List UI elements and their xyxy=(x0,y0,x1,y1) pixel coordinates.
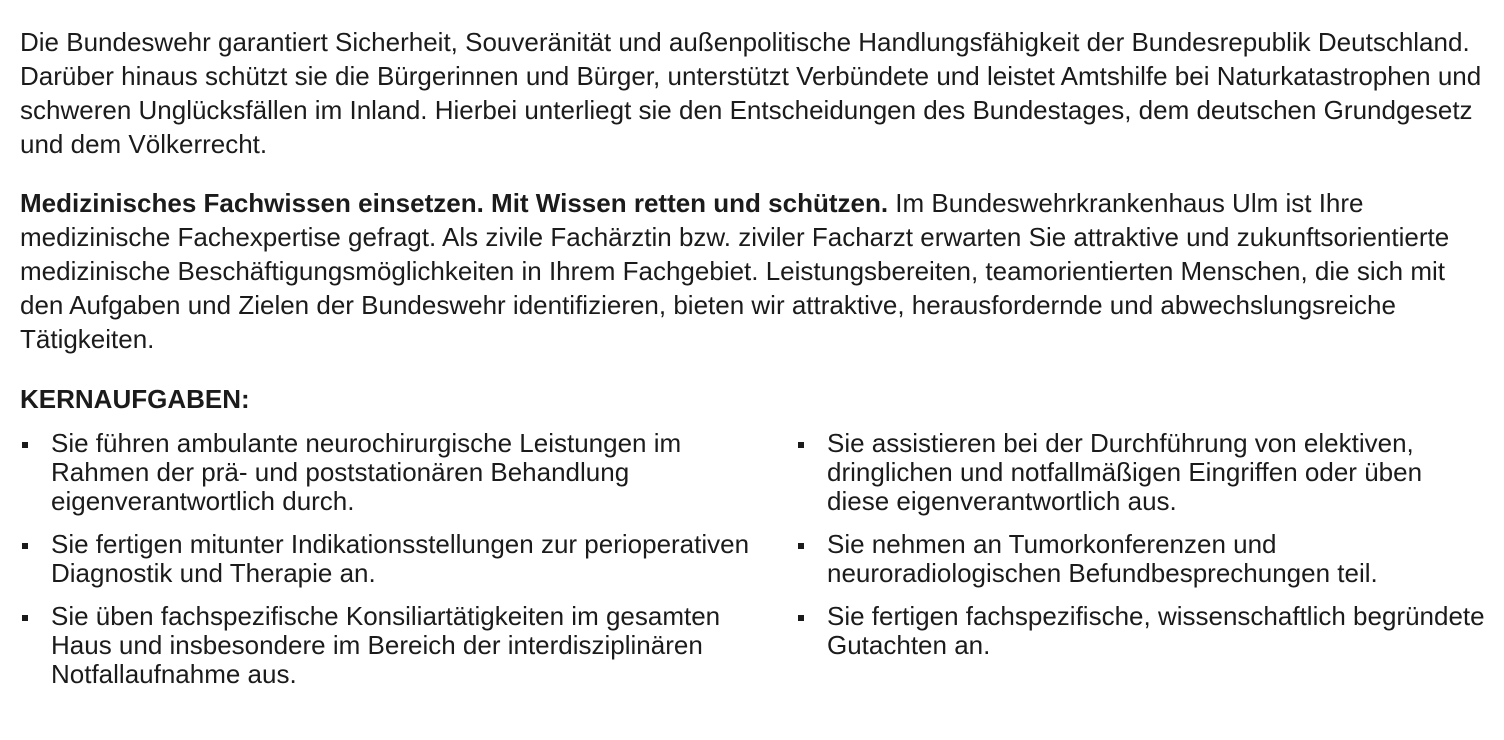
task-list-left xyxy=(20,429,760,703)
bullet-icon xyxy=(798,615,804,621)
task-item xyxy=(796,429,1490,516)
task-text: Sie nehmen an Tumorkonferenzen und neuroradiologischen Befundbesprechungen teil. xyxy=(827,529,1378,588)
task-text: Sie führen ambulante neurochirurgische Leistungen im Rahmen der prä- und poststationären Behandlung eigenverantwortlich durch. xyxy=(51,428,682,516)
section-title-kernaufgaben: KERNAUFGABEN: xyxy=(20,384,250,414)
task-text: Sie üben fachspezifische Konsiliartätigkeiten im gesamten Haus und insbesondere im Bereich der interdisziplinären Notfallaufnahme aus. xyxy=(51,601,721,689)
task-text: Sie assistieren bei der Durchführung von elektiven, dringlichen und notfallmäßigen Eingriffen oder üben diese eigenverantwortlich aus. xyxy=(827,428,1423,516)
task-columns xyxy=(20,429,1490,719)
lead-heading: Medizinisches Fachwissen einsetzen. Mit Wissen retten und schützen. xyxy=(20,188,889,218)
bullet-icon xyxy=(22,543,28,549)
bullet-icon xyxy=(22,442,28,448)
task-list-right xyxy=(796,429,1490,674)
task-item xyxy=(796,530,1490,588)
lead-text: Im Bundeswehrkrankenhaus Ulm ist Ihre medizinische Fachexpertise gefragt. Als zivile Fachärztin bzw. ziviler Facharzt erwarten Sie attraktive und zukunftsorientierte medizinische Beschäftigungsmöglichkeiten in Ihrem Fachgebiet. Leistungsbereiten, teamorientierten Menschen, die sich mit den Aufgaben und Zielen der Bundeswehr identifizieren, bieten wir attraktive, herausfordernde und abwechslungsreiche Tätigkeiten. xyxy=(20,188,1450,354)
bullet-icon xyxy=(798,543,804,549)
task-item xyxy=(796,602,1490,660)
task-item xyxy=(20,429,760,516)
lead-paragraph xyxy=(20,186,1490,356)
bullet-icon xyxy=(22,615,28,621)
task-text: Sie fertigen fachspezifische, wissenschaftlich begründete Gutachten an. xyxy=(827,601,1485,660)
intro-paragraph: Die Bundeswehr garantiert Sicherheit, Souveränität und außenpolitische Handlungsfähigkeit der Bundesrepublik Deutschland. Darüber hinaus schützt sie die Bürgerinnen und Bürger, unterstützt Verbündete und leistet Amtshilfe bei Naturkatastrophen und schweren Unglücksfällen im Inland. Hierbei unterliegt sie den Entscheidungen des Bundestages, dem deutschen Grundgesetz und dem Völkerrecht. xyxy=(20,27,1482,159)
task-item xyxy=(20,602,760,689)
bullet-icon xyxy=(798,442,804,448)
task-text: Sie fertigen mitunter Indikationsstellungen zur perioperativen Diagnostik und Therapie an. xyxy=(51,529,750,588)
task-item xyxy=(20,530,760,588)
